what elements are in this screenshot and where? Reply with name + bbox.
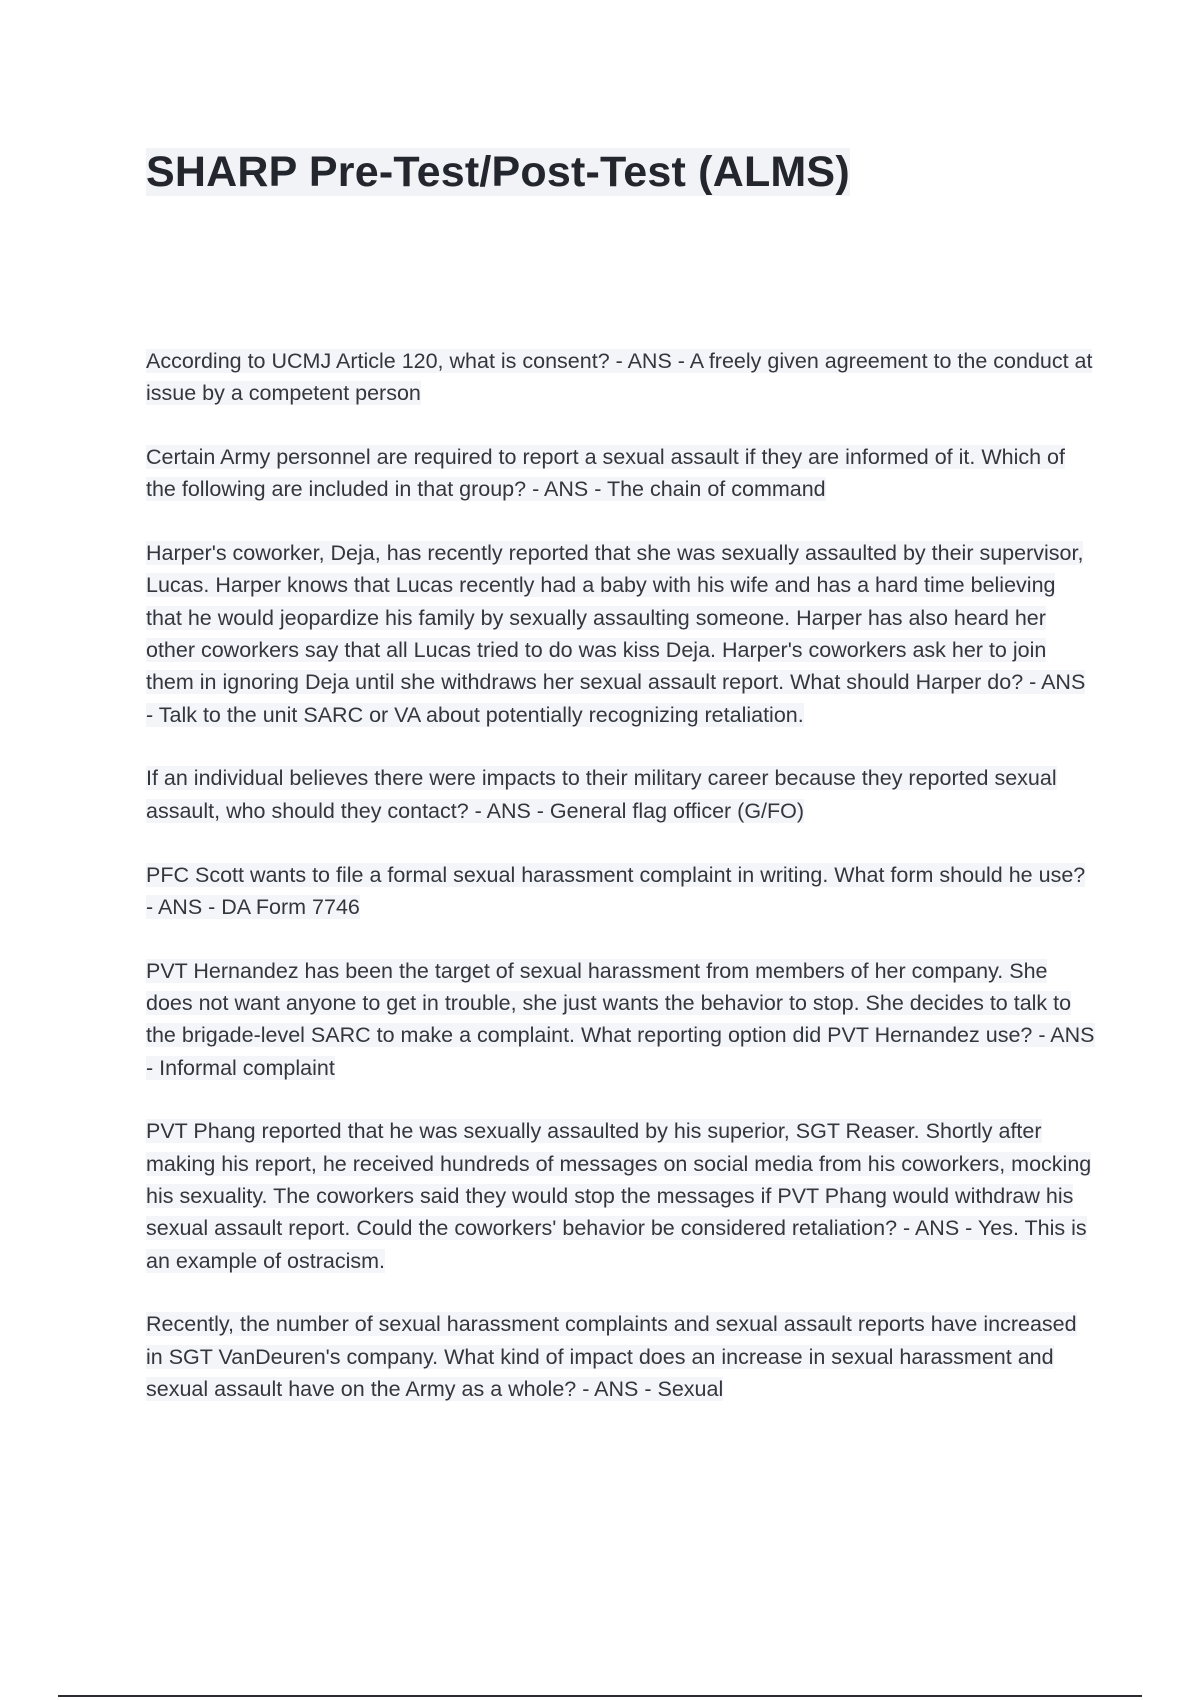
qa-text: If an individual believes there were impacts to their military career because they reported sexual assault, who should they contact? - ANS - General flag officer (G/FO) <box>146 766 1057 823</box>
document-title-text: SHARP Pre-Test/Post-Test (ALMS) <box>146 148 850 196</box>
qa-text: PVT Hernandez has been the target of sexual harassment from members of her company. She does not want anyone to get in trouble, she just wants the behavior to stop. She decides to talk to the brigade-level SARC to make a complaint. What reporting option did PVT Hernandez use? - ANS - Informal complaint <box>146 958 1095 1080</box>
qa-item <box>146 537 1096 731</box>
qa-item <box>146 762 1096 827</box>
qa-text: Harper's coworker, Deja, has recently reported that she was sexually assaulted by their supervisor, Lucas. Harper knows that Lucas recently had a baby with his wife and has a hard time believing that he would jeopardize his family by sexually assaulting someone. Harper has also heard her other coworkers say that all Lucas tried to do was kiss Deja. Harper's coworkers ask her to join them in ignoring Deja until she withdraws her sexual assault report. What should Harper do? - ANS - Talk to the unit SARC or VA about potentially recognizing retaliation. <box>146 541 1086 727</box>
qa-item <box>146 1308 1096 1405</box>
document-title <box>146 142 850 202</box>
qa-item <box>146 345 1096 410</box>
qa-item <box>146 859 1096 924</box>
qa-text: PFC Scott wants to file a formal sexual harassment complaint in writing. What form should he use? - ANS - DA Form 7746 <box>146 862 1086 919</box>
qa-text: Recently, the number of sexual harassment complaints and sexual assault reports have increased in SGT VanDeuren's company. What kind of impact does an increase in sexual harassment and sexual assault have on the Army as a whole? - ANS - Sexual <box>146 1312 1077 1401</box>
question-answer-list <box>146 345 1096 1437</box>
qa-text: According to UCMJ Article 120, what is consent? - ANS - A freely given agreement to the conduct at issue by a competent person <box>146 349 1093 406</box>
qa-text: Certain Army personnel are required to report a sexual assault if they are informed of it. Which of the following are included in that group? - ANS - The chain of command <box>146 445 1065 502</box>
footer-divider <box>58 1695 1142 1697</box>
qa-item <box>146 1115 1096 1276</box>
qa-item <box>146 441 1096 506</box>
qa-text: PVT Phang reported that he was sexually assaulted by his superior, SGT Reaser. Shortly after making his report, he received hundreds of messages on social media from his coworkers, mocking his sexuality. The coworkers said they would stop the messages if PVT Phang would withdraw his sexual assault report. Could the coworkers' behavior be considered retaliation? - ANS - Yes. This is an example of ostracism. <box>146 1119 1092 1273</box>
qa-item <box>146 955 1096 1084</box>
